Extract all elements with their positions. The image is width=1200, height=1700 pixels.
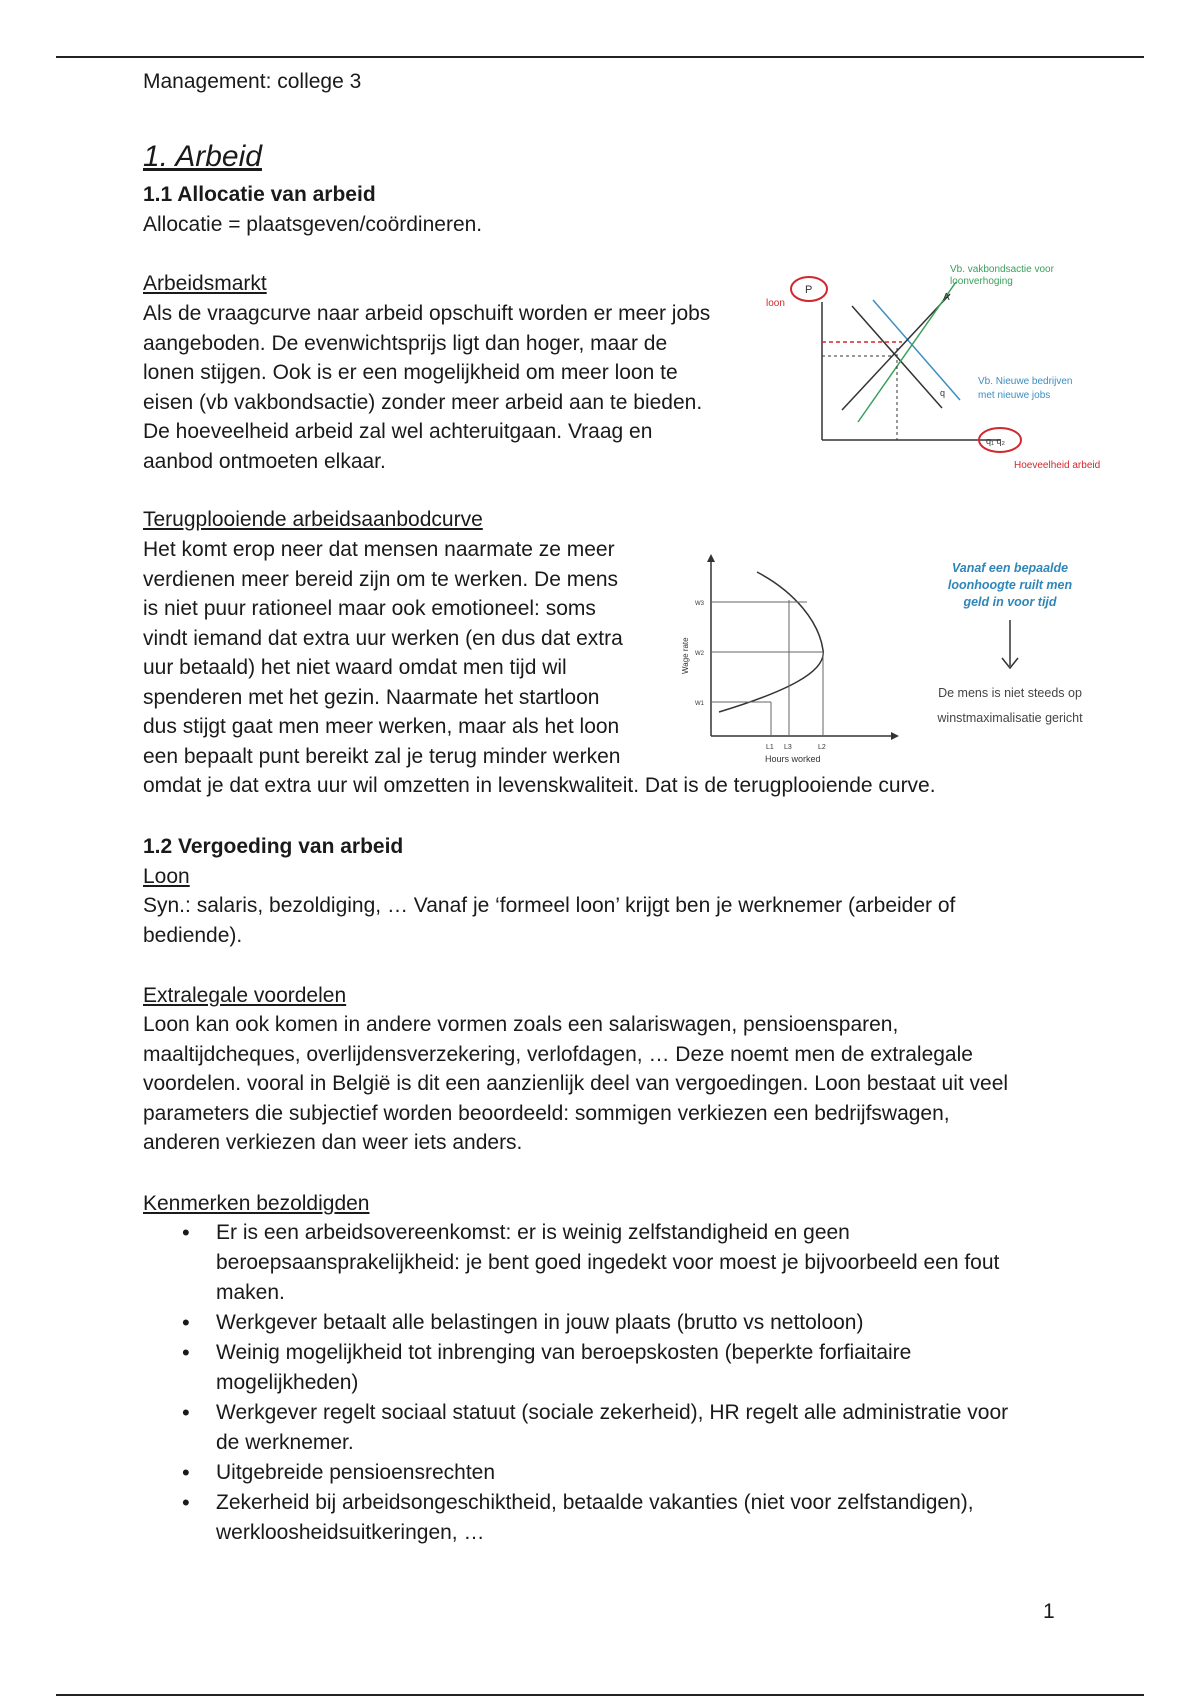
paragraph-line: aanbod ontmoeten elkaar. [143, 449, 386, 473]
paragraph-line: een bepaalt punt bereikt zal je terug minder werken [143, 744, 621, 768]
allocatie-definition: Allocatie = plaatsgeven/coördineren. [143, 213, 483, 236]
supply-curve [719, 572, 823, 712]
labour-market-figure [760, 262, 1130, 477]
list-item [143, 1458, 1103, 1488]
paragraph-line: De hoeveelheid arbeid zal wel achteruitgaan. Vraag en [143, 420, 653, 443]
list-item-line: werkloosheidsuitkeringen, … [216, 1521, 485, 1544]
paragraph-line: dus stijgt gaat men meer werken, maar als het loon [143, 715, 620, 738]
extralegale-paragraph [143, 1010, 1083, 1158]
note-line: loonhoogte ruilt men [947, 578, 1073, 592]
subsection-heading-vergoeding: 1.2 Vergoeding van arbeid [143, 835, 404, 858]
backward-bending-figure [675, 552, 905, 770]
note-nieuwe-bedrijven: Vb. Nieuwe bedrijven [978, 376, 1073, 387]
terugplooiende-heading: Terugplooiende arbeidsaanbodcurve [143, 508, 483, 531]
supply-curve-shifted [858, 282, 956, 422]
arbeidsmarkt-heading: Arbeidsmarkt [143, 272, 267, 295]
paragraph-line: Als de vraagcurve naar arbeid opschuift worden er meer jobs [143, 302, 711, 325]
x-tick-l1: L1 [766, 744, 774, 751]
paragraph-line: anderen verkiezen dan weer iets anders. [143, 1131, 523, 1154]
x-axis-label: Hoeveelheid arbeid [1014, 460, 1101, 471]
list-item [143, 1338, 1103, 1398]
loon-paragraph [143, 891, 1083, 950]
paragraph-line: aangeboden. De evenwichtsprijs ligt dan hoger, maar de [143, 331, 668, 355]
q-label: q₁ q₂ [986, 436, 1006, 446]
x-axis-arrow [891, 732, 899, 740]
paragraph-line: maaltijdcheques, overlijdensverzekering, verlofdagen, … Deze noemt men de extralegale [143, 1042, 973, 1066]
paragraph-line: lonen stijgen. Ook is er een mogelijkheid om meer loon te [143, 361, 678, 384]
list-item-line: • Uitgebreide pensioensrechten [216, 1461, 496, 1484]
subsection-heading-allocatie: 1.1 Allocatie van arbeid [143, 183, 376, 206]
p-label: P [805, 284, 813, 296]
list-item-line: mogelijkheden) [216, 1371, 359, 1394]
x-tick-l3: L3 [784, 744, 792, 751]
list-item-line: • Zekerheid bij arbeidsongeschiktheid, betaalde vakanties (niet voor zelfstandigen), [216, 1491, 974, 1514]
note-vakbond: Vb. vakbondsactie voor [950, 264, 1054, 275]
y-tick-w1: W1 [695, 701, 704, 707]
document-header: Management: college 3 [143, 70, 362, 93]
behaviour-note [920, 558, 1100, 738]
demand-curve-shifted [873, 300, 960, 400]
list-item-line: • Werkgever betaalt alle belastingen in jouw plaats (brutto vs nettoloon) [216, 1311, 864, 1334]
paragraph-line: spenderen met het gezin. Naarmate het startloon [143, 685, 600, 709]
conclusion-line: winstmaximalisatie gericht [937, 711, 1083, 725]
page-number: 1 [1043, 1600, 1055, 1623]
list-item [143, 1488, 1103, 1548]
list-item [143, 1218, 1103, 1308]
conclusion-line: De mens is niet steeds op [938, 686, 1082, 700]
note-line: geld in voor tijd [963, 595, 1057, 609]
paragraph-line: Het komt erop neer dat mensen naarmate ze meer [143, 538, 615, 561]
list-item-line: de werknemer. [216, 1431, 354, 1454]
paragraph-line: verdienen meer bereid zijn om te werken. De mens [143, 567, 619, 591]
y-axis-label: Wage rate [681, 637, 690, 674]
terugplooiende-last-line: omdat je dat extra uur wil omzetten in levenskwaliteit. Dat is de terugplooiende curve. [143, 774, 936, 797]
a-label: A [943, 292, 950, 303]
paragraph-line: Syn.: salaris, bezoldiging, … Vanaf je ‘formeel loon’ krijgt ben je werknemer (arbeider of [143, 894, 956, 917]
loon-heading: Loon [143, 865, 190, 888]
paragraph-line: eisen (vb vakbondsactie) zonder meer arbeid aan te bieden. [143, 390, 703, 414]
paragraph-line: bediende). [143, 923, 243, 947]
list-item-line: • Er is een arbeidsovereenkomst: er is weinig zelfstandigheid en geen [216, 1221, 850, 1244]
y-axis-arrow [707, 554, 715, 562]
paragraph-line: uur betaald) het niet waard omdat men tijd wil [143, 656, 567, 679]
y-axis-label: loon [766, 298, 785, 309]
list-item-line: beroepsaansprakelijkheid: je bent goed ingedekt voor moest je bijvoorbeeld een fout [216, 1251, 1000, 1274]
note-vakbond-2: loonverhoging [950, 276, 1013, 287]
paragraph-line: vindt iemand dat extra uur werken (en dus dat extra [143, 626, 623, 650]
x-axis-label: Hours worked [765, 754, 821, 764]
supply-curve [842, 294, 950, 410]
section-title: 1. Arbeid [143, 140, 262, 173]
kenmerken-list [143, 1218, 1103, 1548]
list-item [143, 1398, 1103, 1458]
extralegale-heading: Extralegale voordelen [143, 984, 347, 1007]
top-rule [56, 56, 1144, 58]
note-line: Vanaf een bepaalde [951, 561, 1069, 575]
note-nieuwe-bedrijven-2: met nieuwe jobs [978, 390, 1051, 401]
arbeidsmarkt-paragraph [143, 299, 763, 476]
list-item-line: • Weinig mogelijkheid tot inbrenging van beroepskosten (beperkte forfiaitaire [216, 1341, 912, 1364]
x-tick-l2: L2 [818, 744, 826, 751]
terugplooiende-paragraph [143, 535, 683, 771]
y-tick-w3: W3 [695, 601, 704, 607]
y-tick-w2: W2 [695, 651, 704, 657]
list-item-line: • Werkgever regelt sociaal statuut (sociale zekerheid), HR regelt alle administratie voor [216, 1401, 1009, 1424]
kenmerken-heading: Kenmerken bezoldigden [143, 1192, 370, 1215]
paragraph-line: voordelen. vooral in België is dit een aanzienlijk deel van vergoedingen. Loon bestaat uit veel [143, 1072, 1009, 1095]
list-item-line: maken. [216, 1281, 285, 1304]
list-item [143, 1308, 1103, 1338]
bottom-rule [56, 1694, 1144, 1696]
paragraph-line: Loon kan ook komen in andere vormen zoals een salariswagen, pensioensparen, [143, 1013, 899, 1036]
paragraph-line: is niet puur rationeel maar ook emotioneel: soms [143, 597, 596, 620]
paragraph-line: parameters die subjectief worden beoordeeld: sommigen verkiezen een bedrijfswagen, [143, 1101, 950, 1125]
q-curve-label: q [940, 388, 946, 398]
